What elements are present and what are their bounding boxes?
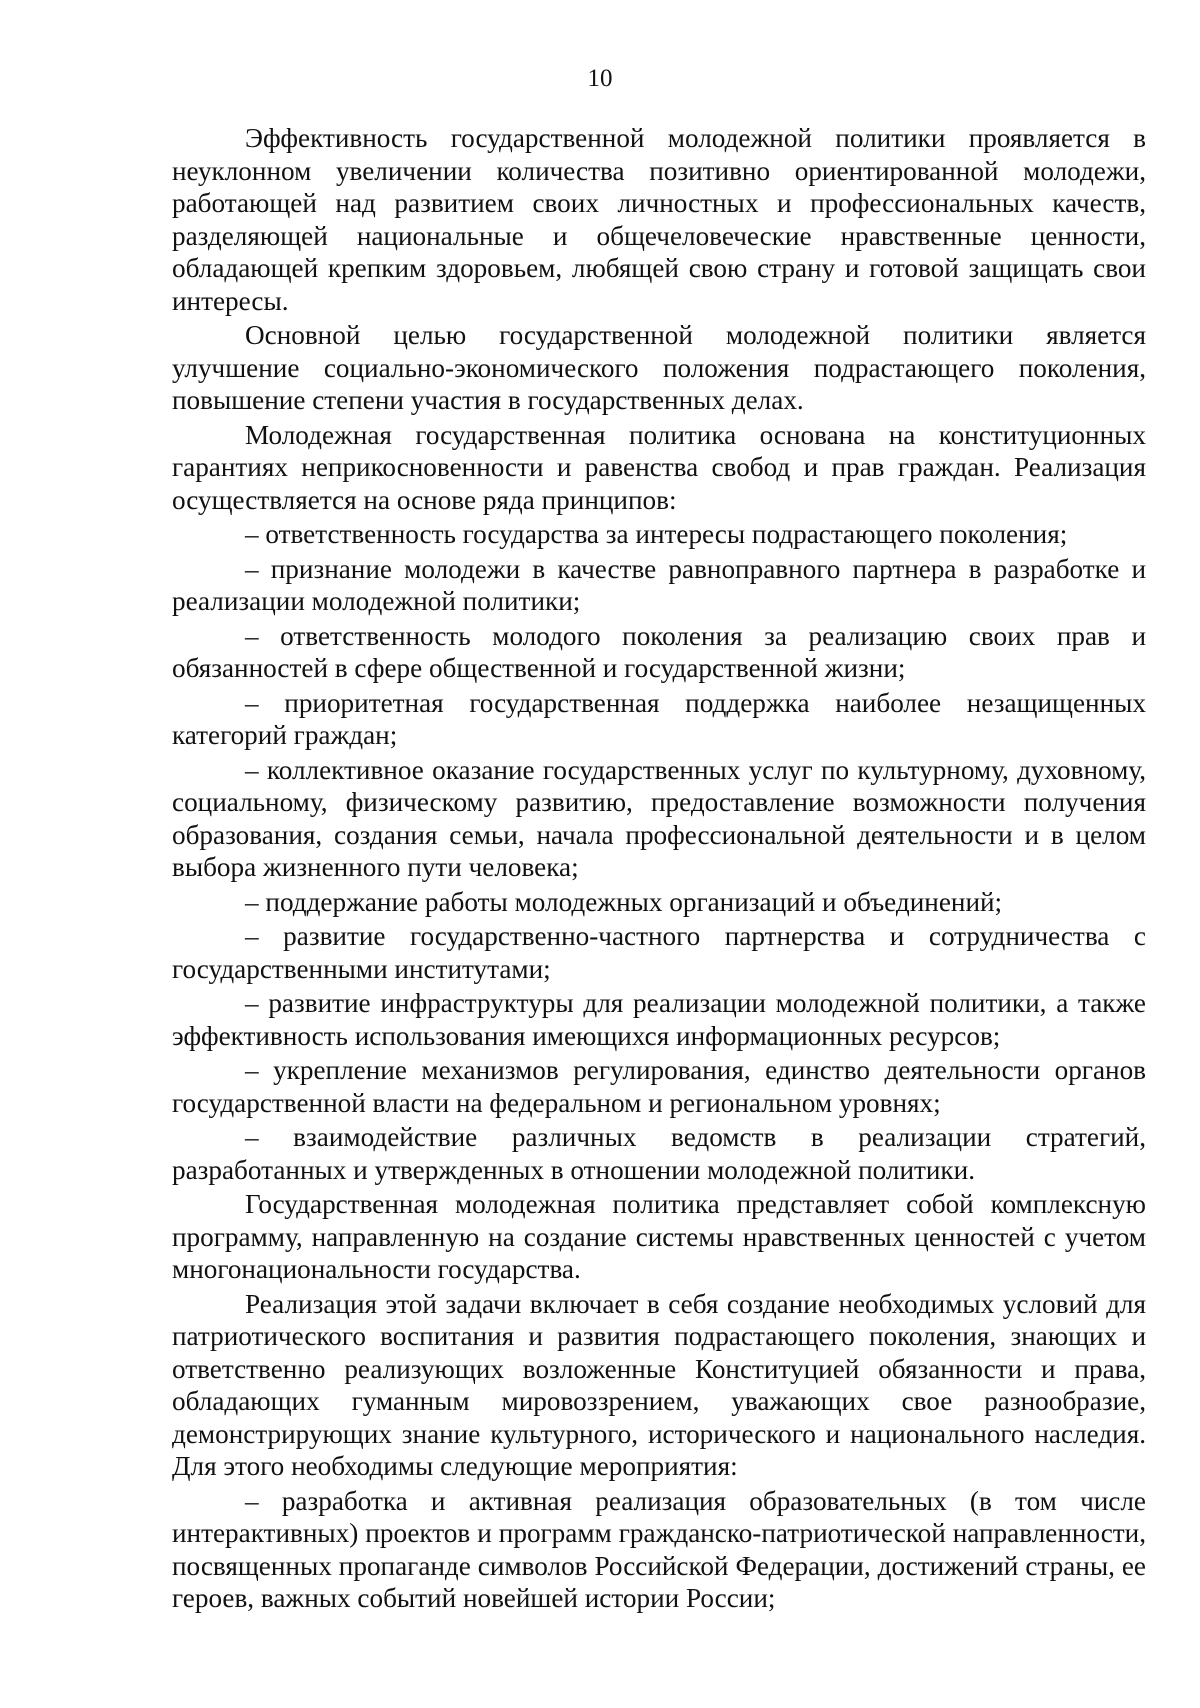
paragraph: Эффективность государственной молодежной политики проявляется в неуклонном увеличении количества позитивно ориентированной молодежи, работающей над развитием своих личностных и профессиональных качеств, разделяющей национальные и общечеловеческие нравственные ценности, обладающей крепким здоровьем, любящей свою страну и готовой защищать свои интересы. (172, 123, 1146, 316)
paragraph: Реализация этой задачи включает в себя создание необходимых условий для патриотического воспитания и развития подрастающего поколения, знающих и ответственно реализующих возложенные Конституцией обязанности и права, обладающих гуманным мировоззрением, уважающих свое разнообразие, демонстрирующих знание культурного, исторического и национального наследия. Для этого необходимы следующие мероприятия: (172, 1288, 1146, 1481)
page-number: 10 (587, 65, 613, 92)
list-item: – укрепление механизмов регулирования, единство деятельности органов государственной власти на федеральном и региональном уровнях; (172, 1055, 1146, 1118)
list-item: – поддержание работы молодежных организаций и объединений; (245, 886, 1003, 917)
paragraph: Основной целью государственной молодежной политики является улучшение социально-экономического положения подрастающего поколения, повышение степени участия в государственных делах. (172, 320, 1146, 415)
list-item: – коллективное оказание государственных услуг по культурному, духовному, социальному, физическому развитию, предоставление возможности получения образования, создания семьи, начала профессиональной деятельности и в целом выбора жизненного пути человека; (172, 754, 1146, 882)
list-item: – взаимодействие различных ведомств в реализации стратегий, разработанных и утвержденных в отношении молодежной политики. (172, 1122, 1146, 1185)
list-item: – развитие государственно-частного партнерства и сотрудничества с государственными институтами; (172, 921, 1146, 984)
list-item: – разработка и активная реализация образовательных (в том числе интерактивных) проектов и программ гражданско-патриотической направленности, посвященных пропаганде символов Российской Федерации, достижений страны, ее героев, важных событий новейшей истории России; (172, 1485, 1146, 1613)
list-item: – ответственность государства за интересы подрастающего поколения; (245, 519, 1068, 549)
list-item: – ответственность молодого поколения за реализацию своих прав и обязанностей в сфере общественной и государственной жизни; (172, 620, 1146, 683)
paragraph: Молодежная государственная политика основана на конституционных гарантиях неприкосновенности и равенства свобод и прав граждан. Реализация осуществляется на основе ряда принципов: (172, 419, 1146, 515)
list-item: – признание молодежи в качестве равноправного партнера в разработке и реализации молодежной политики; (172, 553, 1146, 616)
list-item: – развитие инфраструктуры для реализации молодежной политики, а также эффективность использования имеющихся информационных ресурсов; (172, 988, 1146, 1051)
paragraph: Государственная молодежная политика представляет собой комплексную программу, направленную на создание системы нравственных ценностей с учетом многонациональности государства. (172, 1189, 1146, 1284)
list-item: – приоритетная государственная поддержка наиболее незащищенных категорий граждан; (172, 687, 1146, 750)
body-text (172, 122, 1146, 1615)
